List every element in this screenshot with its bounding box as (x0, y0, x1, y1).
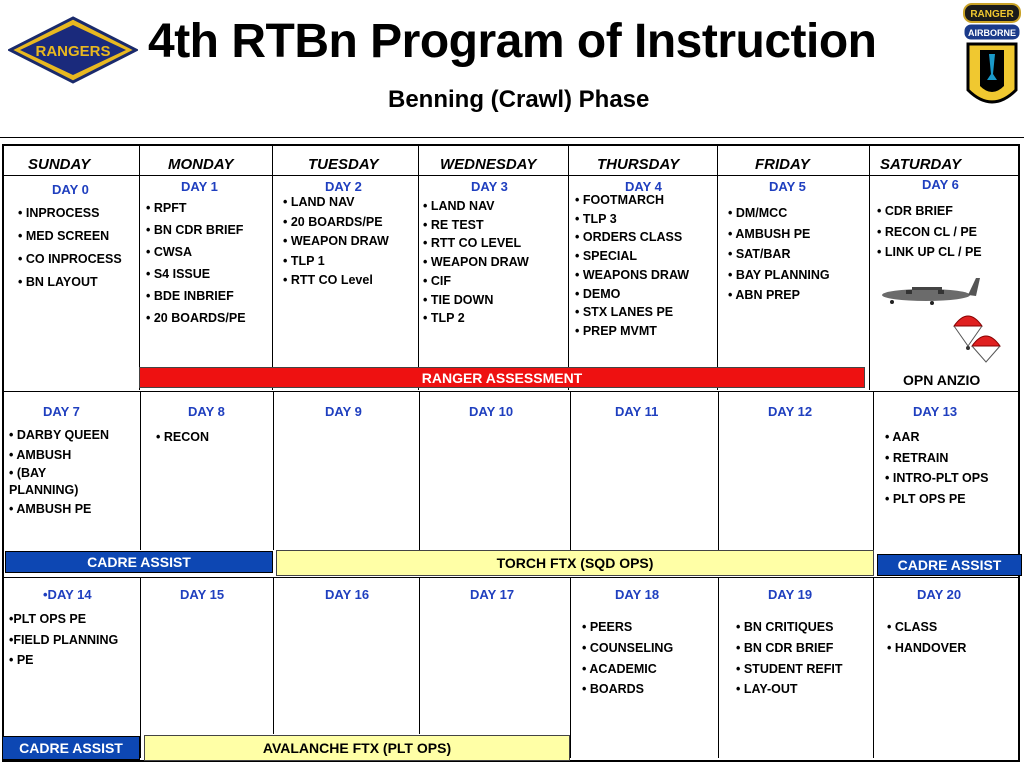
day-18-list (582, 617, 673, 700)
weekday-friday: FRIDAY (755, 156, 810, 173)
list-item: • TLP 3 (575, 211, 617, 226)
list-item: • AAR (885, 430, 920, 444)
list-item: • WEAPON DRAW (283, 234, 389, 248)
list-item: • AMBUSH PE (9, 502, 92, 516)
list-item: • BOARDS (582, 682, 645, 697)
list-item: • PE (9, 653, 34, 667)
aircraft-icon (876, 268, 980, 314)
list-item: • RECON CL / PE (877, 224, 977, 239)
list-item: • AMBUSH (9, 448, 72, 462)
day-11-label: DAY 11 (615, 404, 659, 419)
list-item: • RTT CO LEVEL (423, 236, 522, 251)
col-line (570, 392, 571, 550)
day-12-label: DAY 12 (768, 404, 813, 419)
weekday-thursday: THURSDAY (597, 156, 680, 173)
day-13-label: DAY 13 (913, 404, 958, 419)
avalanche-ftx-bar: AVALANCHE FTX (PLT OPS) (144, 735, 570, 761)
weekday-monday: MONDAY (168, 156, 234, 173)
weekday-tuesday: TUESDAY (308, 156, 379, 173)
list-item: • RETRAIN (885, 450, 949, 465)
day-1-label: DAY 1 (181, 179, 218, 194)
weekday-sunday: SUNDAY (28, 156, 91, 173)
col-line (272, 146, 273, 390)
list-item: • COUNSELING (582, 640, 674, 655)
list-item: • CO INPROCESS (18, 252, 122, 266)
list-item: • RPFT (146, 201, 187, 215)
day-16-label: DAY 16 (325, 587, 370, 602)
list-item: • INPROCESS (18, 206, 100, 220)
list-item: • BDE INBRIEF (146, 289, 234, 303)
day-14-list (9, 609, 118, 671)
list-item: • BN CRITIQUES (736, 620, 834, 634)
day-7-list (9, 425, 109, 519)
header-row-divider (4, 175, 1018, 176)
col-line (873, 578, 874, 758)
day-4-label: DAY 4 (625, 179, 662, 194)
day-10-label: DAY 10 (469, 404, 514, 419)
day-19-label: DAY 19 (768, 587, 813, 602)
row-divider (4, 577, 1018, 578)
day-3-label: DAY 3 (471, 179, 508, 194)
list-item: • LAND NAV (283, 195, 355, 209)
ranger-airborne-patch (962, 2, 1022, 116)
col-line (418, 146, 419, 390)
day-17-label: DAY 17 (470, 587, 515, 602)
list-item: • FOOTMARCH (575, 193, 665, 207)
rangers-logo (8, 16, 138, 84)
page-title: 4th RTBn Program of Instruction (148, 15, 877, 68)
day-8-list (156, 427, 209, 447)
col-line (570, 578, 571, 758)
list-item: • TLP 1 (283, 253, 325, 268)
day-5-list (728, 203, 830, 306)
day-18-label: DAY 18 (615, 587, 660, 602)
torch-ftx-bar: TORCH FTX (SQD OPS) (276, 550, 874, 576)
list-item: • MED SCREEN (18, 229, 110, 243)
day-20-list (887, 617, 966, 658)
cadre-assist-bar-bottom: CADRE ASSIST (2, 736, 140, 760)
list-item: • HANDOVER (887, 640, 967, 655)
airborne-tab-text: AIRBORNE (967, 28, 1017, 38)
list-item: • CWSA (146, 245, 193, 259)
rangers-logo-text: RANGERS (35, 43, 111, 60)
list-item: •FIELD PLANNING (9, 632, 119, 647)
day-5-label: DAY 5 (769, 179, 806, 194)
list-item: •PLT OPS PE (9, 612, 87, 626)
day-9-label: DAY 9 (325, 404, 362, 419)
day-19-list (736, 617, 842, 700)
list-item: • 20 BOARDS/PE (283, 214, 383, 229)
list-item: • SAT/BAR (728, 247, 791, 261)
list-item: • PREP MVMT (575, 323, 657, 338)
list-item: • S4 ISSUE (146, 267, 211, 281)
list-item: • ORDERS CLASS (575, 230, 683, 245)
day-2-list (283, 193, 389, 291)
list-item: • STX LANES PE (575, 305, 674, 320)
weekday-saturday: SATURDAY (880, 156, 962, 173)
day-7-label: DAY 7 (43, 404, 80, 419)
list-item: • DEMO (575, 286, 621, 301)
list-item: • (BAY (9, 466, 47, 480)
day-8-label: DAY 8 (188, 404, 225, 419)
day-15-label: DAY 15 (180, 587, 225, 602)
col-line (869, 146, 870, 390)
list-item: • TLP 2 (423, 311, 465, 326)
day-0-label: DAY 0 (52, 182, 89, 197)
weekday-wednesday: WEDNESDAY (440, 156, 537, 173)
cadre-assist-bar: CADRE ASSIST (5, 551, 273, 573)
list-item: • ABN PREP (728, 288, 800, 302)
list-item: • 20 BOARDS/PE (146, 311, 246, 325)
list-item: • LAY-OUT (736, 682, 798, 697)
list-item: • CDR BRIEF (877, 204, 953, 218)
day-14-label: •DAY 14 (43, 587, 92, 602)
day-20-label: DAY 20 (917, 587, 962, 602)
list-item: • INTRO-PLT OPS (885, 471, 989, 485)
day-13-list (885, 427, 988, 509)
col-line (873, 392, 874, 550)
col-line (419, 392, 420, 550)
list-item: • DARBY QUEEN (9, 428, 109, 442)
list-item: • RTT CO Level (283, 273, 373, 287)
row-divider (4, 391, 1018, 392)
day-1-list (146, 197, 246, 329)
list-item: • PEERS (582, 620, 633, 634)
col-line (140, 578, 141, 758)
list-item: • BN CDR BRIEF (736, 640, 834, 655)
list-item: • BN CDR BRIEF (146, 223, 244, 237)
col-line (139, 146, 140, 390)
list-item: • STUDENT REFIT (736, 661, 843, 676)
col-line (273, 392, 274, 550)
list-item: • WEAPONS DRAW (575, 267, 690, 282)
list-item: • PLT OPS PE (885, 491, 966, 506)
col-line (419, 578, 420, 734)
col-line (717, 146, 718, 390)
col-line (718, 578, 719, 758)
day-6-list (877, 201, 982, 263)
parachute-icon (952, 310, 1002, 364)
list-item: • ACADEMIC (582, 661, 657, 676)
list-item: PLANNING) (9, 483, 79, 497)
col-line (568, 146, 569, 390)
ranger-tab-text: RANGER (970, 9, 1014, 20)
list-item: • LAND NAV (423, 199, 495, 213)
cadre-assist-bar-right: CADRE ASSIST (877, 554, 1022, 576)
list-item: • CIF (423, 273, 451, 288)
list-item: • CLASS (887, 620, 938, 634)
col-line (273, 578, 274, 734)
col-line (140, 392, 141, 550)
page-subtitle: Benning (Crawl) Phase (388, 86, 650, 113)
day-2-label: DAY 2 (325, 179, 362, 194)
header-divider (0, 137, 1024, 138)
list-item: • AMBUSH PE (728, 226, 811, 241)
list-item: • RECON (156, 430, 209, 444)
list-item: • SPECIAL (575, 249, 638, 264)
list-item: • BAY PLANNING (728, 267, 830, 282)
list-item: • TIE DOWN (423, 292, 494, 307)
list-item: • WEAPON DRAW (423, 255, 529, 270)
list-item: • LINK UP CL / PE (877, 245, 982, 259)
ranger-assessment-bar: RANGER ASSESSMENT (139, 367, 865, 388)
list-item: • DM/MCC (728, 206, 788, 220)
list-item: • RE TEST (423, 217, 484, 232)
day-6-label: DAY 6 (922, 177, 959, 192)
opn-anzio-label: OPN ANZIO (903, 372, 981, 388)
day-3-list (423, 197, 529, 328)
list-item: • BN LAYOUT (18, 275, 98, 289)
day-4-list (575, 191, 689, 341)
day-0-list (18, 202, 122, 294)
col-line (718, 392, 719, 550)
